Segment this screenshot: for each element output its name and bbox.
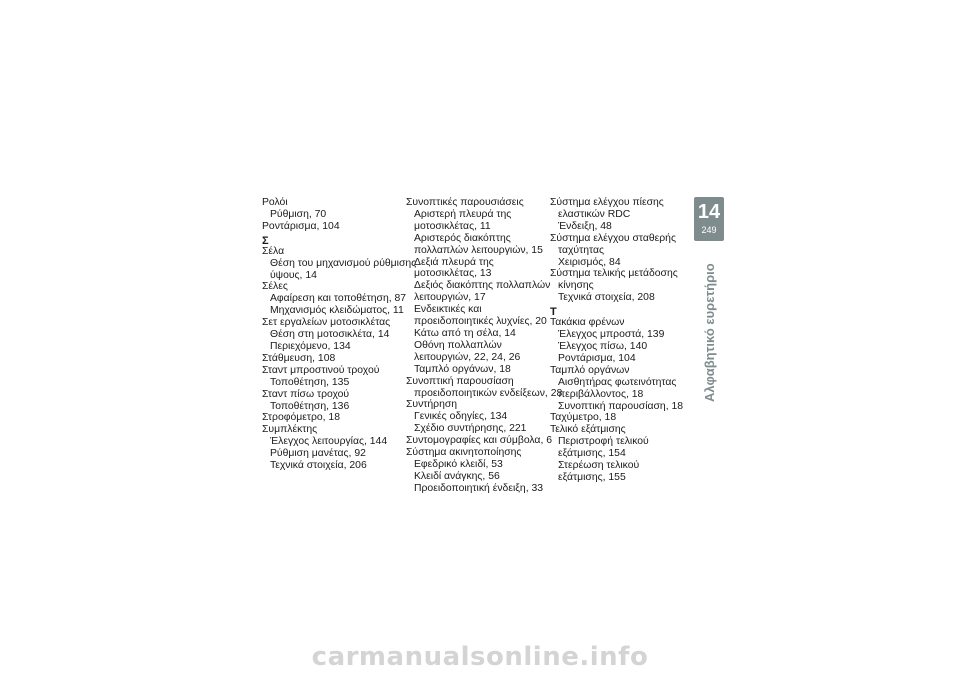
index-subentry: Οθόνη πολλαπλών [414,339,502,351]
index-entry: Στάθμευση, 108 [262,352,336,364]
section-side-title [692,252,726,402]
index-subentry: εξάτμισης, 155 [558,471,626,483]
index-entry: Σταντ μπροστινού τροχού [262,364,380,376]
index-subentry: Τεχνικά στοιχεία, 206 [270,460,367,472]
index-subentry: Προειδοποιητική ένδειξη, 33 [414,482,544,494]
index-subentry: Κλειδί ανάγκης, 56 [414,470,500,482]
index-subentry: Ταμπλό οργάνων, 18 [414,363,511,375]
index-entry: Σετ εργαλείων μοτοσικλέτας [262,317,391,329]
index-subentry: Ενδεικτικές και [414,304,482,316]
index-entry: Συμπλέκτης [262,424,318,436]
index-subentry: ύψους, 14 [270,269,317,281]
index-subentry: Θέση στη μοτοσικλέτα, 14 [270,329,390,341]
index-subentry: Συνοπτική παρουσίαση, 18 [558,400,684,412]
index-subentry: Περιεχόμενο, 134 [270,340,351,352]
index-entry: Συνοπτικές παρουσιάσεις [406,197,524,208]
index-entry: Τελικό εξάτμισης [550,424,626,436]
index-entry: Συνοπτική παρουσίαση [406,375,514,387]
index-subentry: Αριστερή πλευρά της [414,208,512,220]
side-title-text: Αλφαβητικό ευρετήριο [702,263,717,402]
index-subentry: Έλεγχος λειτουργίας, 144 [270,436,388,448]
index-subentry: Ροντάρισμα, 104 [558,352,636,364]
index-subentry: Περιστροφή τελικού [558,436,649,448]
index-subentry: Θέση του μηχανισμού ρύθμισης [270,257,417,269]
index-column-1 [262,197,417,472]
index-subentry: Ένδειξη, 48 [558,220,612,232]
index-subentry: λειτουργιών, 22, 24, 26 [414,351,521,363]
index-subentry: Δεξιά πλευρά της [414,256,494,268]
index-entry: Σύστημα τελικής μετάδοσης [550,268,678,280]
page-number: 249 [701,225,717,235]
index-entry: Σέλα [262,245,285,257]
index-subentry: Σχέδιο συντήρησης, 221 [414,423,527,435]
letter-heading: Σ [262,234,269,247]
index-entry: Ταμπλό οργάνων [550,364,630,376]
index-subentry: μοτοσικλέτας, 13 [414,268,492,280]
index-subentry: Μηχανισμός κλειδώματος, 11 [270,305,404,317]
index-entry: Σύστημα ελέγχου σταθερής [550,232,676,244]
index-entry: Στροφόμετρο, 18 [262,412,340,424]
index-entry: Ρολόι [262,197,288,208]
index-column-3 [550,197,690,484]
index-entry: Ταχύμετρο, 18 [550,412,617,424]
index-subentry: Έλεγχος μπροστά, 139 [558,329,665,341]
index-subentry: Γενικές οδηγίες, 134 [414,411,508,423]
index-entry: Ροντάρισμα, 104 [262,220,340,232]
index-entry: Σύστημα ακινητοποίησης [406,447,522,459]
index-subentry: μοτοσικλέτας, 11 [414,220,491,232]
index-subentry: εξάτμισης, 154 [558,448,626,460]
index-subentry: ελαστικών RDC [558,208,631,220]
index-subentry: Εφεδρικό κλειδί, 53 [414,458,503,470]
index-subentry: προειδοποιητικές λυχνίες, 20 [414,316,547,328]
index-subentry: Αισθητήρας φωτεινότητας [558,376,677,388]
index-column-2 [406,197,563,495]
index-subentry: Τεχνικά στοιχεία, 208 [558,292,655,304]
index-subentry: Στερέωση τελικού [558,460,640,472]
index-subentry: περιβάλλοντος, 18 [558,388,644,400]
index-subentry: λειτουργιών, 17 [414,292,486,304]
index-subentry: Δεξιός διακόπτης πολλαπλών [414,280,551,292]
index-entry: Σύστημα ελέγχου πίεσης [550,197,664,208]
chapter-badge [694,197,724,241]
index-subentry: Ρύθμιση μανέτας, 92 [270,448,366,460]
index-entry: Συντομογραφίες και σύμβολα, 6 [406,435,552,447]
index-entry: Σταντ πίσω τροχού [262,388,350,400]
index-subentry: Τοποθέτηση, 136 [270,400,350,412]
index-subentry: Κάτω από τη σέλα, 14 [414,327,516,339]
index-subentry: Αριστερός διακόπτης [414,232,511,244]
watermark: carmanualsonline.info [311,642,649,672]
letter-heading: Τ [550,306,557,319]
index-subentry: ταχύτητας [558,244,604,256]
index-subentry: Τοποθέτηση, 135 [270,376,350,388]
index-entry: Συντήρηση [406,399,458,411]
index-subentry: Έλεγχος πίσω, 140 [558,340,648,352]
index-entry: Τακάκια φρένων [550,317,625,329]
index-entry: Σέλες [262,281,288,293]
index-subentry: κίνησης [558,280,594,292]
index-subentry: Αφαίρεση και τοποθέτηση, 87 [270,293,407,305]
index-subentry: πολλαπλών λειτουργιών, 15 [414,244,543,256]
index-subentry: Ρύθμιση, 70 [270,208,327,220]
index-subentry: προειδοποιητικών ενδείξεων, 28 [414,387,563,399]
index-subentry: Χειρισμός, 84 [558,256,621,268]
chapter-number: 14 [697,201,721,223]
